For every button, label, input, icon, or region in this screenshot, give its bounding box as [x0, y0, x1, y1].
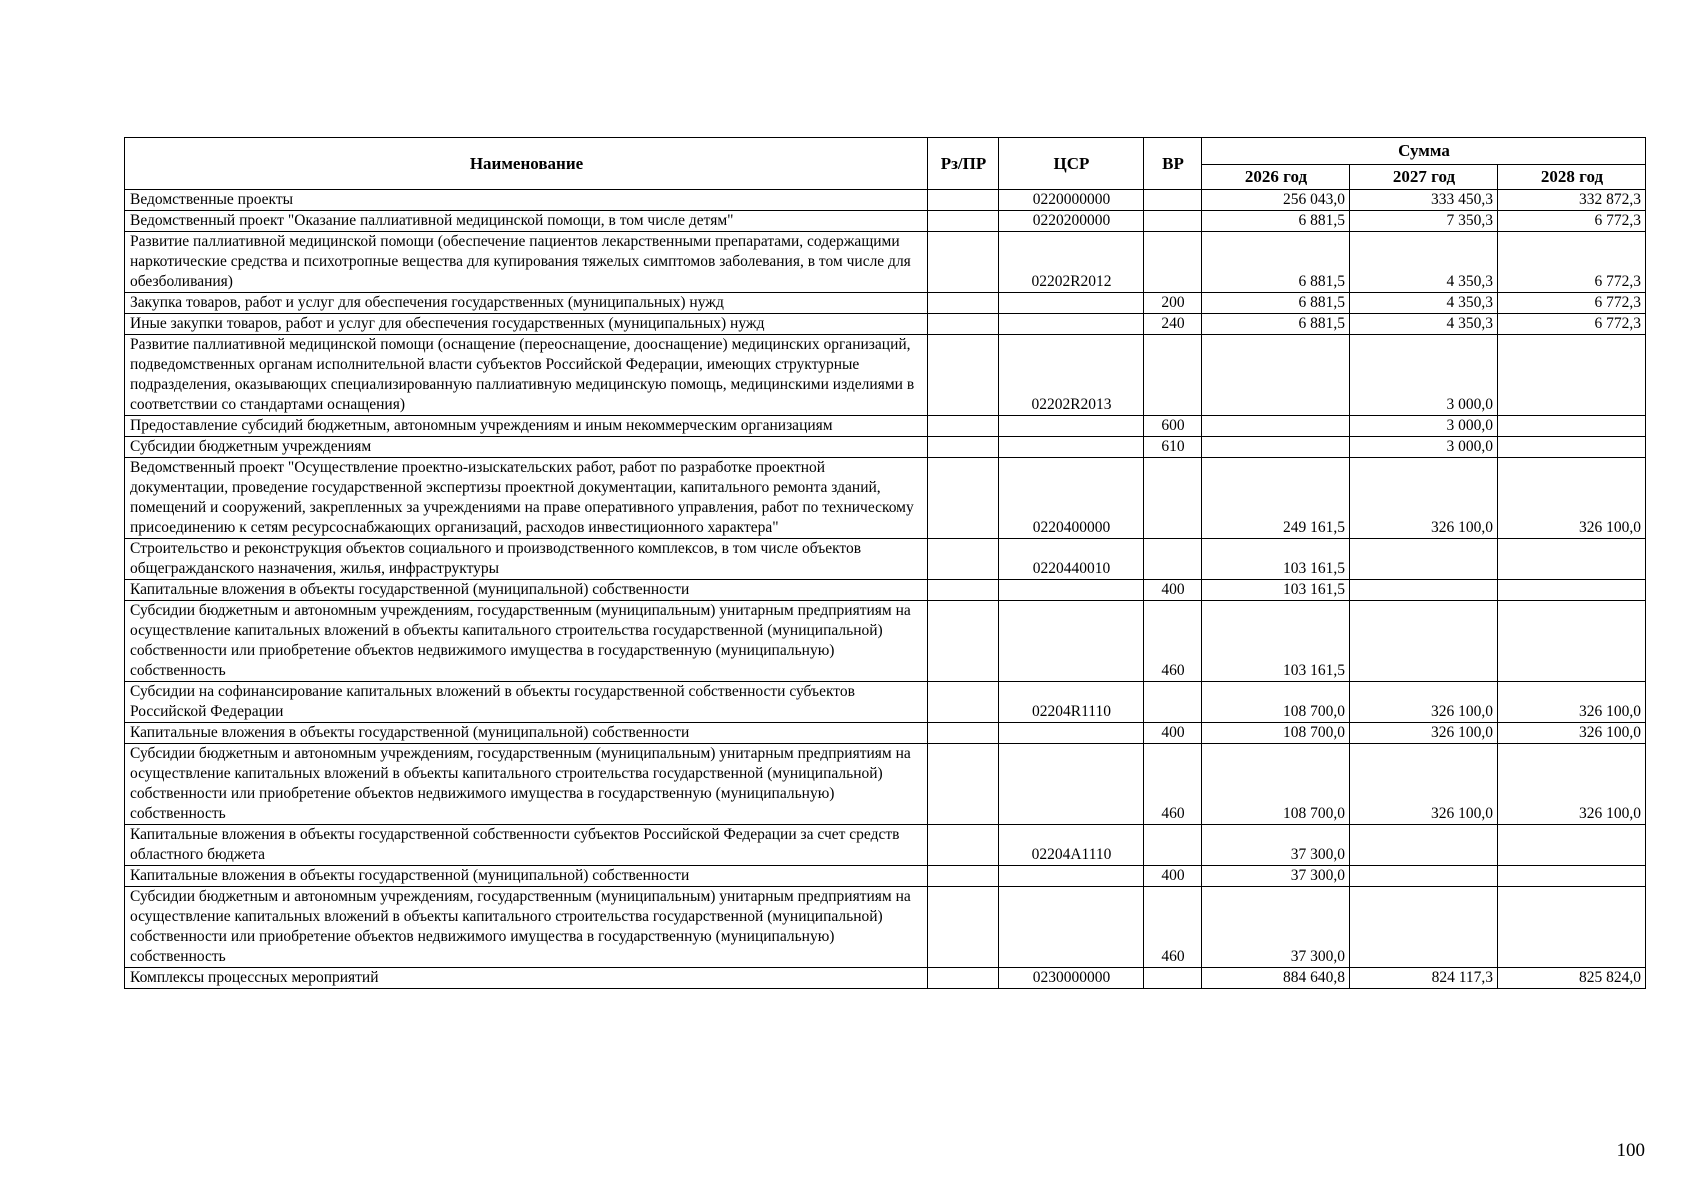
cell-2026: 37 300,0 — [1202, 887, 1350, 968]
table-row — [125, 866, 1646, 887]
cell-2026: 6 881,5 — [1202, 293, 1350, 314]
cell-csr — [999, 416, 1144, 437]
cell-csr: 0220400000 — [999, 458, 1144, 539]
cell-rzpr — [928, 682, 999, 723]
cell-2028 — [1498, 335, 1646, 416]
cell-2028 — [1498, 580, 1646, 601]
cell-2026: 6 881,5 — [1202, 232, 1350, 293]
cell-vr — [1144, 211, 1202, 232]
table-row — [125, 887, 1646, 968]
cell-2027: 333 450,3 — [1350, 190, 1498, 211]
cell-vr: 400 — [1144, 723, 1202, 744]
header-csr: ЦСР — [999, 138, 1144, 190]
cell-2027: 824 117,3 — [1350, 968, 1498, 989]
table-body — [125, 190, 1646, 989]
cell-2027: 3 000,0 — [1350, 416, 1498, 437]
cell-name: Комплексы процессных мероприятий — [125, 968, 928, 989]
cell-2026: 103 161,5 — [1202, 601, 1350, 682]
cell-2027 — [1350, 601, 1498, 682]
cell-csr — [999, 437, 1144, 458]
cell-vr: 460 — [1144, 887, 1202, 968]
cell-csr: 02202R2013 — [999, 335, 1144, 416]
cell-2028 — [1498, 601, 1646, 682]
table-row — [125, 293, 1646, 314]
cell-rzpr — [928, 211, 999, 232]
cell-2026 — [1202, 437, 1350, 458]
cell-2028 — [1498, 825, 1646, 866]
cell-name: Капитальные вложения в объекты государственной (муниципальной) собственности — [125, 580, 928, 601]
cell-2026: 103 161,5 — [1202, 539, 1350, 580]
cell-rzpr — [928, 601, 999, 682]
cell-2027: 4 350,3 — [1350, 314, 1498, 335]
cell-name: Капитальные вложения в объекты государственной собственности субъектов Российской Федерации за счет средств областного бюджета — [125, 825, 928, 866]
cell-rzpr — [928, 232, 999, 293]
cell-vr — [1144, 232, 1202, 293]
cell-csr — [999, 580, 1144, 601]
cell-rzpr — [928, 314, 999, 335]
header-vr: ВР — [1144, 138, 1202, 190]
cell-2028 — [1498, 437, 1646, 458]
header-year-2027: 2027 год — [1350, 165, 1498, 190]
cell-vr — [1144, 539, 1202, 580]
cell-rzpr — [928, 866, 999, 887]
cell-vr: 400 — [1144, 580, 1202, 601]
cell-name: Субсидии бюджетным учреждениям — [125, 437, 928, 458]
cell-2028: 6 772,3 — [1498, 211, 1646, 232]
table-row — [125, 416, 1646, 437]
cell-2027: 4 350,3 — [1350, 293, 1498, 314]
cell-name: Капитальные вложения в объекты государственной (муниципальной) собственности — [125, 866, 928, 887]
cell-2027: 7 350,3 — [1350, 211, 1498, 232]
cell-rzpr — [928, 968, 999, 989]
cell-csr — [999, 314, 1144, 335]
table-row — [125, 723, 1646, 744]
table-row — [125, 211, 1646, 232]
cell-2027: 326 100,0 — [1350, 723, 1498, 744]
table-row — [125, 232, 1646, 293]
cell-2026: 108 700,0 — [1202, 723, 1350, 744]
cell-vr: 610 — [1144, 437, 1202, 458]
table-header — [125, 138, 1646, 190]
cell-name: Развитие паллиативной медицинской помощи (оснащение (переоснащение, дооснащение) медицинских организаций, подведомственных органам исполнительной власти субъектов Российской Федерации, имеющих структурные подразделения, оказывающих специализированную паллиативную медицинскую помощь, медицинскими изделиями в соответствии со стандартами оснащения) — [125, 335, 928, 416]
cell-2028: 326 100,0 — [1498, 744, 1646, 825]
cell-2027 — [1350, 539, 1498, 580]
table-row — [125, 580, 1646, 601]
table-row — [125, 314, 1646, 335]
header-year-2026: 2026 год — [1202, 165, 1350, 190]
cell-csr: 02204A1110 — [999, 825, 1144, 866]
cell-2027 — [1350, 866, 1498, 887]
cell-csr: 0230000000 — [999, 968, 1144, 989]
cell-2028: 326 100,0 — [1498, 458, 1646, 539]
table-row — [125, 539, 1646, 580]
cell-name: Закупка товаров, работ и услуг для обеспечения государственных (муниципальных) нужд — [125, 293, 928, 314]
cell-2026: 37 300,0 — [1202, 866, 1350, 887]
cell-csr — [999, 866, 1144, 887]
cell-rzpr — [928, 825, 999, 866]
cell-2027: 3 000,0 — [1350, 437, 1498, 458]
table-row — [125, 968, 1646, 989]
cell-vr: 460 — [1144, 744, 1202, 825]
cell-vr: 400 — [1144, 866, 1202, 887]
cell-name: Ведомственный проект "Оказание паллиативной медицинской помощи, в том числе детям" — [125, 211, 928, 232]
cell-name: Субсидии на софинансирование капитальных вложений в объекты государственной собственности субъектов Российской Федерации — [125, 682, 928, 723]
cell-name: Капитальные вложения в объекты государственной (муниципальной) собственности — [125, 723, 928, 744]
budget-table — [124, 137, 1646, 989]
table-row — [125, 458, 1646, 539]
cell-2027: 326 100,0 — [1350, 682, 1498, 723]
cell-csr — [999, 601, 1144, 682]
table-row — [125, 744, 1646, 825]
cell-2026: 6 881,5 — [1202, 211, 1350, 232]
header-year-2028: 2028 год — [1498, 165, 1646, 190]
cell-name: Развитие паллиативной медицинской помощи (обеспечение пациентов лекарственными препаратами, содержащими наркотические средства и психотропные вещества для купирования тяжелых симптомов заболевания, в том числе для обезболивания) — [125, 232, 928, 293]
cell-2028 — [1498, 866, 1646, 887]
cell-name: Иные закупки товаров, работ и услуг для обеспечения государственных (муниципальных) нужд — [125, 314, 928, 335]
cell-name: Строительство и реконструкция объектов социального и производственного комплексов, в том числе объектов общегражданского назначения, жилья, инфраструктуры — [125, 539, 928, 580]
cell-2028: 825 824,0 — [1498, 968, 1646, 989]
cell-2026: 256 043,0 — [1202, 190, 1350, 211]
cell-name: Субсидии бюджетным и автономным учреждениям, государственным (муниципальным) унитарным предприятиям на осуществление капитальных вложений в объекты капитального строительства государственной (муниципальной) собственности или приобретение объектов недвижимого имущества в государственную (муниципальную) собственность — [125, 601, 928, 682]
cell-csr: 02202R2012 — [999, 232, 1144, 293]
cell-2027: 326 100,0 — [1350, 458, 1498, 539]
header-sum: Сумма — [1202, 138, 1646, 165]
cell-vr — [1144, 825, 1202, 866]
cell-csr: 02204R1110 — [999, 682, 1144, 723]
table-row — [125, 682, 1646, 723]
cell-2027 — [1350, 825, 1498, 866]
table-row — [125, 825, 1646, 866]
cell-csr: 0220440010 — [999, 539, 1144, 580]
cell-2027: 4 350,3 — [1350, 232, 1498, 293]
cell-2027 — [1350, 580, 1498, 601]
cell-rzpr — [928, 335, 999, 416]
cell-vr: 460 — [1144, 601, 1202, 682]
cell-vr — [1144, 335, 1202, 416]
cell-2028: 6 772,3 — [1498, 314, 1646, 335]
cell-rzpr — [928, 887, 999, 968]
cell-rzpr — [928, 539, 999, 580]
cell-2026: 103 161,5 — [1202, 580, 1350, 601]
cell-csr — [999, 293, 1144, 314]
cell-2027: 326 100,0 — [1350, 744, 1498, 825]
cell-name: Предоставление субсидий бюджетным, автономным учреждениям и иным некоммерческим организациям — [125, 416, 928, 437]
cell-vr: 600 — [1144, 416, 1202, 437]
cell-2026: 249 161,5 — [1202, 458, 1350, 539]
cell-vr: 200 — [1144, 293, 1202, 314]
header-rzpr: Рз/ПР — [928, 138, 999, 190]
cell-name: Субсидии бюджетным и автономным учреждениям, государственным (муниципальным) унитарным предприятиям на осуществление капитальных вложений в объекты капитального строительства государственной (муниципальной) собственности или приобретение объектов недвижимого имущества в государственную (муниципальную) собственность — [125, 887, 928, 968]
cell-vr — [1144, 458, 1202, 539]
cell-2026: 108 700,0 — [1202, 744, 1350, 825]
cell-2028: 6 772,3 — [1498, 232, 1646, 293]
table-row — [125, 335, 1646, 416]
cell-2028: 326 100,0 — [1498, 723, 1646, 744]
cell-2028 — [1498, 539, 1646, 580]
cell-rzpr — [928, 293, 999, 314]
cell-2028 — [1498, 416, 1646, 437]
cell-csr — [999, 744, 1144, 825]
cell-2026: 884 640,8 — [1202, 968, 1350, 989]
cell-rzpr — [928, 437, 999, 458]
cell-2026: 37 300,0 — [1202, 825, 1350, 866]
cell-name: Субсидии бюджетным и автономным учреждениям, государственным (муниципальным) унитарным предприятиям на осуществление капитальных вложений в объекты капитального строительства государственной (муниципальной) собственности или приобретение объектов недвижимого имущества в государственную (муниципальную) собственность — [125, 744, 928, 825]
cell-2026 — [1202, 416, 1350, 437]
table-row — [125, 437, 1646, 458]
table-row — [125, 190, 1646, 211]
cell-2028 — [1498, 887, 1646, 968]
page-number: 100 — [1616, 1140, 1645, 1161]
cell-2027: 3 000,0 — [1350, 335, 1498, 416]
cell-2028: 326 100,0 — [1498, 682, 1646, 723]
cell-rzpr — [928, 416, 999, 437]
cell-csr: 0220000000 — [999, 190, 1144, 211]
cell-rzpr — [928, 580, 999, 601]
cell-2026: 108 700,0 — [1202, 682, 1350, 723]
cell-rzpr — [928, 744, 999, 825]
cell-2026: 6 881,5 — [1202, 314, 1350, 335]
cell-2026 — [1202, 335, 1350, 416]
cell-csr: 0220200000 — [999, 211, 1144, 232]
cell-2028: 6 772,3 — [1498, 293, 1646, 314]
cell-csr — [999, 723, 1144, 744]
cell-name: Ведомственный проект "Осуществление проектно-изыскательских работ, работ по разработке проектной документации, проведение государственной экспертизы проектной документации, капитального ремонта зданий, помещений и сооружений, закрепленных за учреждениями на праве оперативного управления, работ по техническому присоединению к сетям ресурсоснабжающих организаций, расходов инвестиционного характера" — [125, 458, 928, 539]
cell-rzpr — [928, 458, 999, 539]
cell-vr: 240 — [1144, 314, 1202, 335]
cell-2027 — [1350, 887, 1498, 968]
cell-rzpr — [928, 723, 999, 744]
cell-vr — [1144, 682, 1202, 723]
cell-name: Ведомственные проекты — [125, 190, 928, 211]
header-name: Наименование — [125, 138, 928, 190]
cell-csr — [999, 887, 1144, 968]
cell-vr — [1144, 190, 1202, 211]
cell-vr — [1144, 968, 1202, 989]
cell-2028: 332 872,3 — [1498, 190, 1646, 211]
table-row — [125, 601, 1646, 682]
cell-rzpr — [928, 190, 999, 211]
